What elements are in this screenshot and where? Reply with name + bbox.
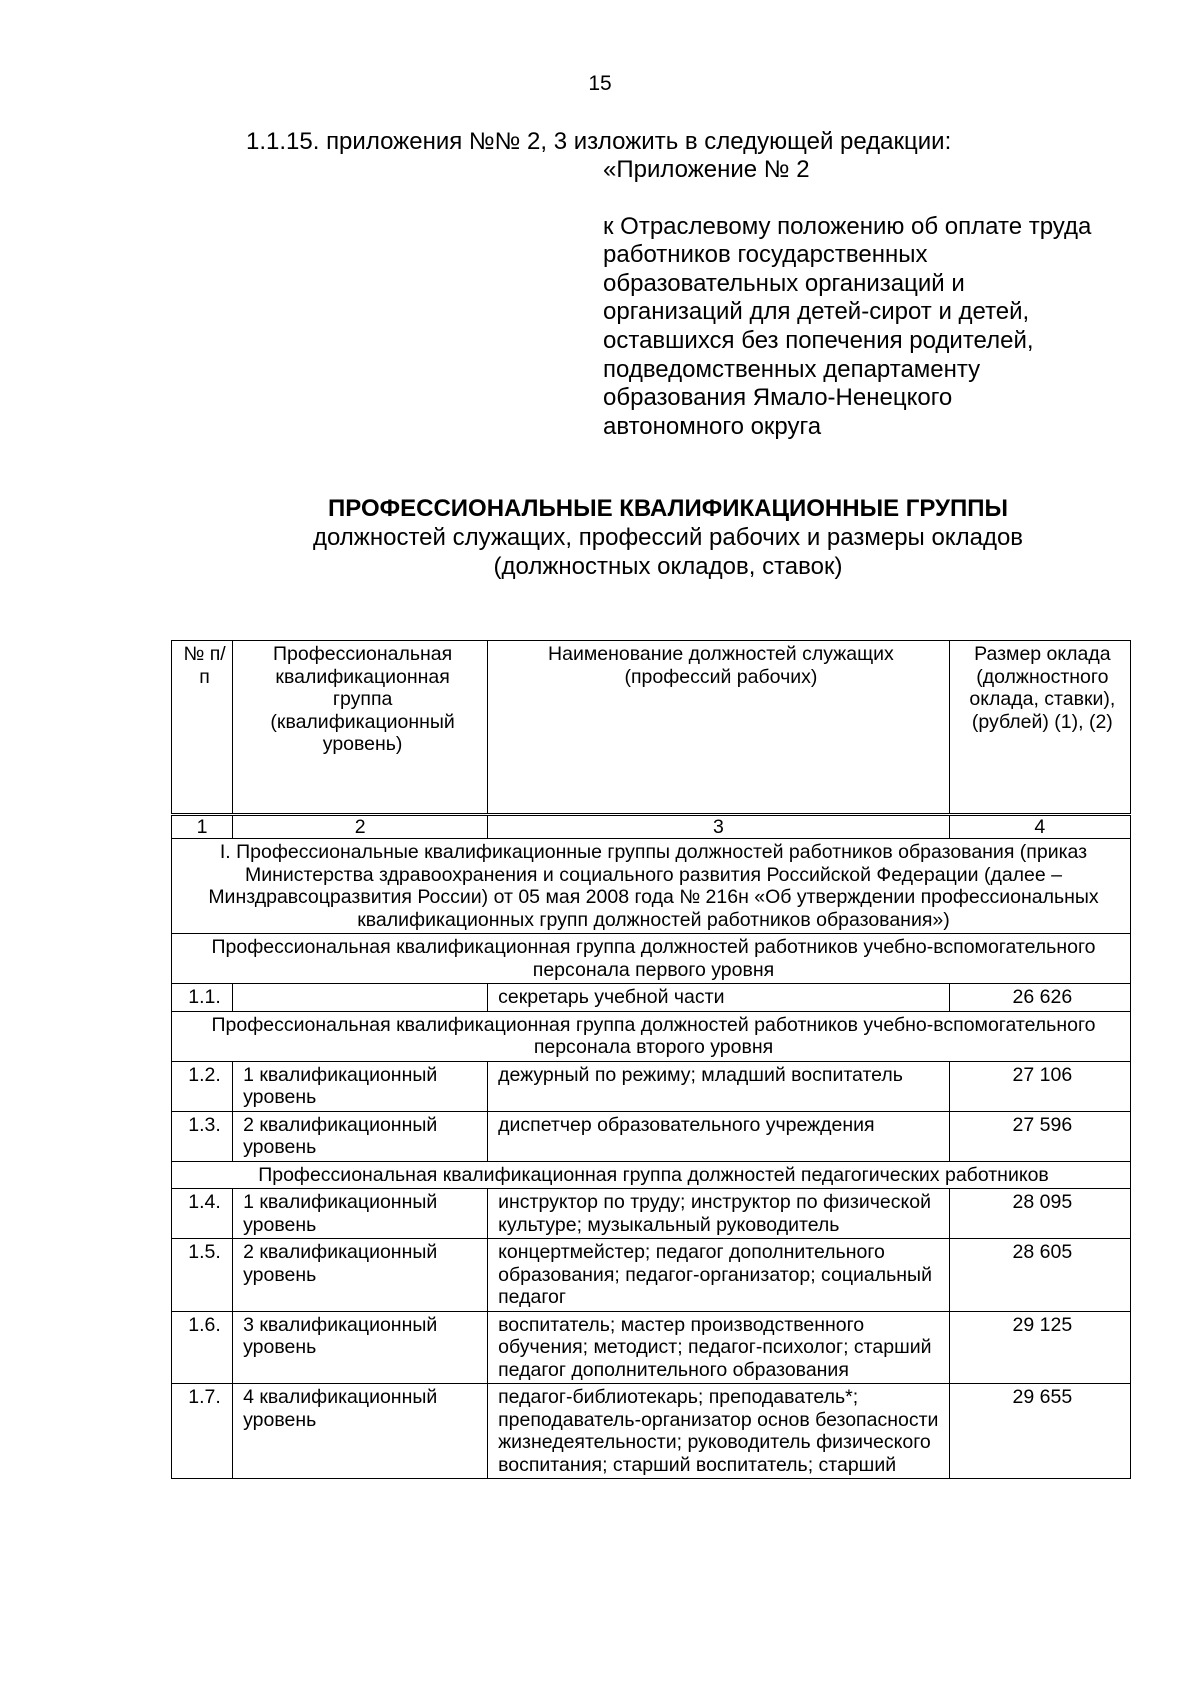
appendix-block [603, 156, 1091, 441]
column-index: 4 [949, 815, 1130, 839]
row-level: 2 квалификационный уровень [233, 1111, 488, 1161]
intro-line: 1.1.15. приложения №№ 2, 3 изложить в следующей редакции: [246, 128, 952, 155]
row-level: 4 квалификационный уровень [233, 1384, 488, 1479]
row-number: 1.2. [172, 1061, 233, 1111]
row-salary: 29 125 [949, 1311, 1130, 1384]
page-number: 15 [588, 72, 612, 95]
row-number: 1.6. [172, 1311, 233, 1384]
row-level: 2 квалификационный уровень [233, 1239, 488, 1312]
row-positions: инструктор по труду; инструктор по физической культуре; музыкальный руководитель [488, 1189, 950, 1239]
table-row [172, 1111, 1131, 1161]
row-level: 3 квалификационный уровень [233, 1311, 488, 1384]
table-row [172, 1384, 1131, 1479]
appendix-line: образования Ямало-Ненецкого [603, 384, 953, 412]
row-number: 1.5. [172, 1239, 233, 1312]
appendix-line: организаций для детей-сирот и детей, [603, 298, 1030, 326]
table-row [172, 1061, 1131, 1111]
row-level: 1 квалификационный уровень [233, 1189, 488, 1239]
table-row [172, 1311, 1131, 1384]
row-number: 1.1. [172, 984, 233, 1012]
header-positions: Наименование должностей служащих (профессий рабочих) [488, 641, 950, 815]
group-title: Профессиональная квалификационная группа должностей работников учебно-вспомогательного персонала второго уровня [172, 1011, 1131, 1061]
appendix-line: работников государственных [603, 241, 928, 269]
header-salary: Размер оклада (должностного оклада, ставки), (рублей) (1), (2) [949, 641, 1130, 815]
table-row [172, 984, 1131, 1012]
row-salary: 28 095 [949, 1189, 1130, 1239]
group-title: Профессиональная квалификационная группа должностей работников учебно-вспомогательного персонала первого уровня [172, 934, 1131, 984]
group-row [172, 1161, 1131, 1189]
row-positions: дежурный по режиму; младший воспитатель [488, 1061, 950, 1111]
row-salary: 27 106 [949, 1061, 1130, 1111]
row-number: 1.3. [172, 1111, 233, 1161]
heading-subtitle-2: (должностных окладов, ставок) [493, 553, 843, 580]
appendix-title: «Приложение № 2 [603, 156, 810, 183]
row-positions: педагог-библиотекарь; преподаватель*; преподаватель-организатор основ безопасности жизнедеятельности; руководитель физического воспитания; старший воспитатель; старший [488, 1384, 950, 1479]
group-row [172, 934, 1131, 984]
header-group: Профессиональная квалификационная группа (квалификационный уровень) [233, 641, 488, 815]
column-index: 3 [488, 815, 950, 839]
heading-title: ПРОФЕССИОНАЛЬНЫЕ КВАЛИФИКАЦИОННЫЕ ГРУППЫ [328, 495, 1008, 522]
column-index: 1 [172, 815, 233, 839]
row-positions: концертмейстер; педагог дополнительного образования; педагог-организатор; социальный педагог [488, 1239, 950, 1312]
column-index: 2 [233, 815, 488, 839]
row-salary: 27 596 [949, 1111, 1130, 1161]
appendix-text [603, 213, 1091, 442]
row-positions: секретарь учебной части [488, 984, 950, 1012]
group-row [172, 1011, 1131, 1061]
section-title: I. Профессиональные квалификационные группы должностей работников образования (приказ Министерства здравоохранения и социального развития Российской Федерации (далее – Минздравсоцразвития России) от 05 мая 2008 года № 216н «Об утверждении профессиональных квалификационных групп должностей работников образования») [172, 839, 1131, 934]
row-positions: диспетчер образовательного учреждения [488, 1111, 950, 1161]
appendix-line: к Отраслевому положению об оплате труда [603, 212, 1092, 240]
row-salary: 28 605 [949, 1239, 1130, 1312]
appendix-line: оставшихся без попечения родителей, [603, 326, 1034, 354]
row-salary: 26 626 [949, 984, 1130, 1012]
appendix-line: образовательных организаций и [603, 269, 965, 297]
qualification-groups-table [171, 640, 1131, 1479]
row-level [233, 984, 488, 1012]
heading-subtitle: должностей служащих, профессий рабочих и размеры окладов [312, 524, 1024, 551]
row-positions: воспитатель; мастер производственного обучения; методист; педагог-психолог; старший педагог дополнительного образования [488, 1311, 950, 1384]
section-row [172, 839, 1131, 934]
row-level: 1 квалификационный уровень [233, 1061, 488, 1111]
header-number: № п/п [172, 641, 233, 815]
document-heading [0, 494, 1200, 581]
column-index-row [172, 815, 1131, 839]
table-row [172, 1239, 1131, 1312]
table-header-row [172, 641, 1131, 815]
row-number: 1.4. [172, 1189, 233, 1239]
row-salary: 29 655 [949, 1384, 1130, 1479]
group-title: Профессиональная квалификационная группа должностей педагогических работников [172, 1161, 1131, 1189]
row-number: 1.7. [172, 1384, 233, 1479]
appendix-line: подведомственных департаменту [603, 355, 981, 383]
appendix-line: автономного округа [603, 412, 822, 440]
table-row [172, 1189, 1131, 1239]
